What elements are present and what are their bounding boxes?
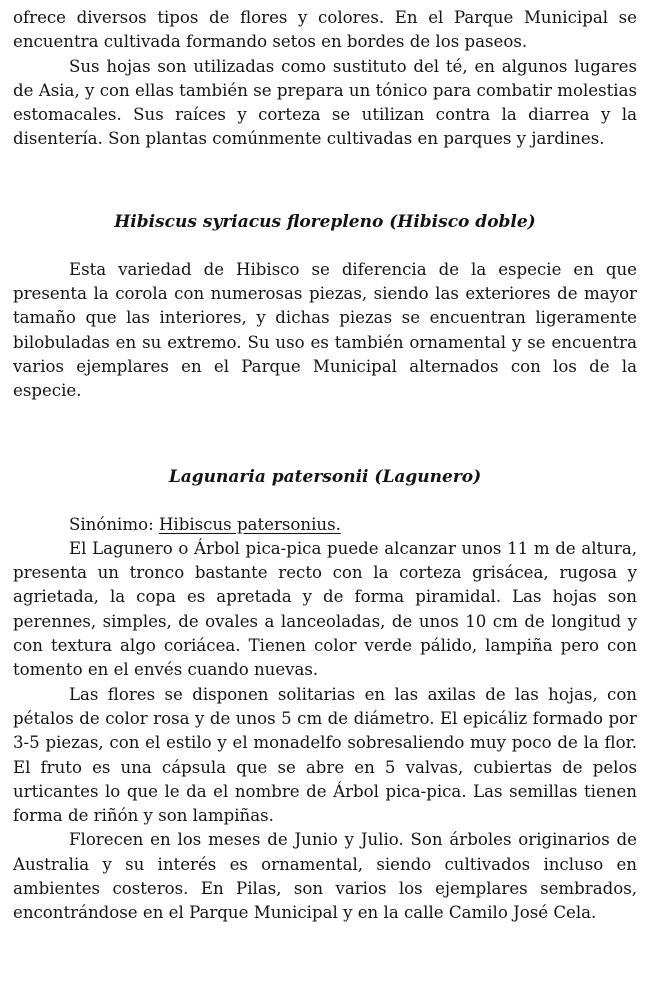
heading-lagunaria-patersonii: Lagunaria patersonii (Lagunero) (168, 466, 482, 487)
synonym-line (13, 513, 637, 537)
paragraph-lagunero-flowering: Florecen en los meses de Junio y Julio. Son árboles originarios de Australia y su interés es ornamental, siendo cultivados incluso en ambientes costeros. En Pilas, son varios los ejemplares sembrados, encontrándose en el Parque Municipal y en la calle Camilo José Cela. (13, 830, 637, 923)
paragraph-intro-uses: Sus hojas son utilizadas como sustituto del té, en algunos lugares de Asia, y con ellas también se prepara un tónico para combatir molestias estomacales. Sus raíces y corteza se utilizan contra la diarrea y la disentería. Son plantas comúnmente cultivadas en parques y jardines. (13, 56, 637, 149)
paragraph-intro-continuation: ofrece diversos tipos de flores y colores. En el Parque Municipal se encuentra cultivada formando setos en bordes de los paseos. (13, 8, 637, 52)
synonym-value: Hibiscus patersonius. (158, 514, 341, 534)
synonym-label: Sinónimo: (69, 514, 154, 534)
paragraph-lagunero-flowers: Las flores se disponen solitarias en las axilas de las hojas, con pétalos de color rosa y de unos 5 cm de diámetro. El epicáliz formado por 3-5 piezas, con el estilo y el monadelfo sobresaliendo muy poco de la flor. El fruto es una cápsula que se abre en 5 valvas, cubiertas de pelos urticantes lo que le da el nombre de Árbol pica-pica. Las semillas tienen forma de riñón y son lampiñas. (13, 684, 637, 826)
spacer (13, 489, 637, 513)
paragraph-hibiscus-doble: Esta variedad de Hibisco se diferencia de la especie en que presenta la corola con numerosas piezas, siendo las exteriores de mayor tamaño que las interiores, y dichas piezas se encuentran ligeramente bilobuladas en su extremo. Su uso es también ornamental y se encuentra varios ejemplares en el Parque Municipal alternados con los de la especie. (13, 259, 637, 401)
paragraph-lagunero-description: El Lagunero o Árbol pica-pica puede alcanzar unos 11 m de altura, presenta un tronco bastante recto con la corteza grisácea, rugosa y agrietada, la copa es apretada y de forma piramidal. Las hojas son perennes, simples, de ovales a lanceoladas, de unos 10 cm de longitud y con textura algo coriácea. Tienen color verde pálido, lampiña pero con tomento en el envés cuando nuevas. (13, 538, 637, 680)
spacer (13, 404, 637, 465)
spacer (13, 152, 637, 210)
heading-hibiscus-syriacus: Hibiscus syriacus florepleno (Hibisco doble) (114, 211, 536, 232)
spacer (13, 234, 637, 258)
